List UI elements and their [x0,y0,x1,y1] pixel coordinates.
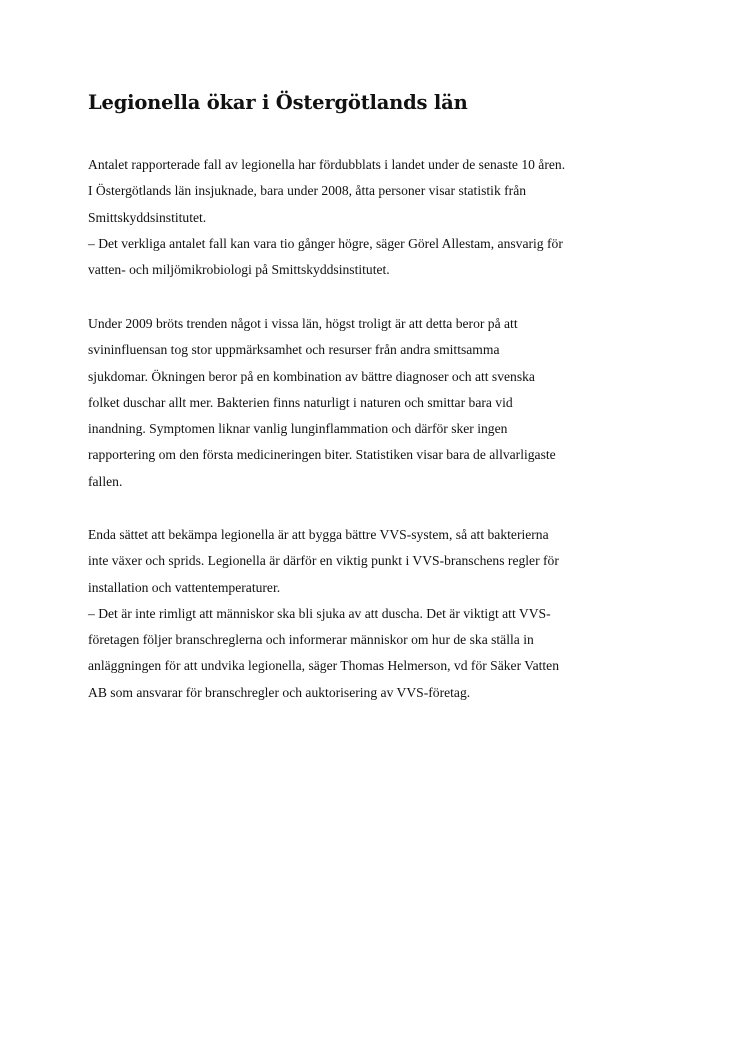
paragraph-line: företagen följer branschreglerna och informerar människor om hur de ska ställa in [88,632,534,648]
paragraph-line: AB som ansvarar för branschregler och auktorisering av VVS-företag. [88,684,471,700]
paragraph-line: Under 2009 bröts trenden något i vissa län, högst troligt är att detta beror på att [88,316,518,331]
paragraph-line: Smittskyddsinstitutet. [88,209,207,225]
paragraph-line: Enda sättet att bekämpa legionella är att bygga bättre VVS-system, så att bakterierna [88,527,549,542]
paragraph-line: – Det verkliga antalet fall kan vara tio gånger högre, säger Görel Allestam, ansvarig för [88,235,563,251]
paragraph-line: fallen. [88,473,123,489]
paragraph-line: vatten- och miljömikrobiologi på Smittskyddsinstitutet. [88,262,390,278]
paragraph-line: I Östergötlands län insjuknade, bara under 2008, åtta personer visar statistik från [88,183,527,199]
paragraph-1 [88,152,565,283]
paragraph-line: sjukdomar. Ökningen beror på en kombination av bättre diagnoser och att svenska [88,368,535,384]
paragraph-line: svininfluensan tog stor uppmärksamhet och resurser från andra smittsamma [88,342,500,358]
paragraph-line: anläggningen för att undvika legionella, säger Thomas Helmerson, vd för Säker Vatten [88,658,559,674]
article-title: Legionella ökar i Östergötlands län [88,91,468,114]
paragraph-line: Antalet rapporterade fall av legionella har fördubblats i landet under de senaste 10 åren. [88,157,566,172]
paragraph-line: inte växer och sprids. Legionella är därför en viktig punkt i VVS-branschens regler för [88,553,559,569]
paragraph-2 [88,311,556,495]
paragraph-line: rapportering om den första medicineringen biter. Statistiken visar bara de allvarligaste [88,447,556,463]
paragraph-line: folket duschar allt mer. Bakterien finns naturligt i naturen och smittar bara vid [88,394,513,410]
paragraph-line: – Det är inte rimligt att människor ska bli sjuka av att duscha. Det är viktigt att VVS- [88,605,551,621]
paragraph-3 [88,522,559,706]
paragraph-line: inandning. Symptomen liknar vanlig lunginflammation och därför sker ingen [88,421,508,437]
paragraph-line: installation och vattentemperaturer. [88,579,281,595]
